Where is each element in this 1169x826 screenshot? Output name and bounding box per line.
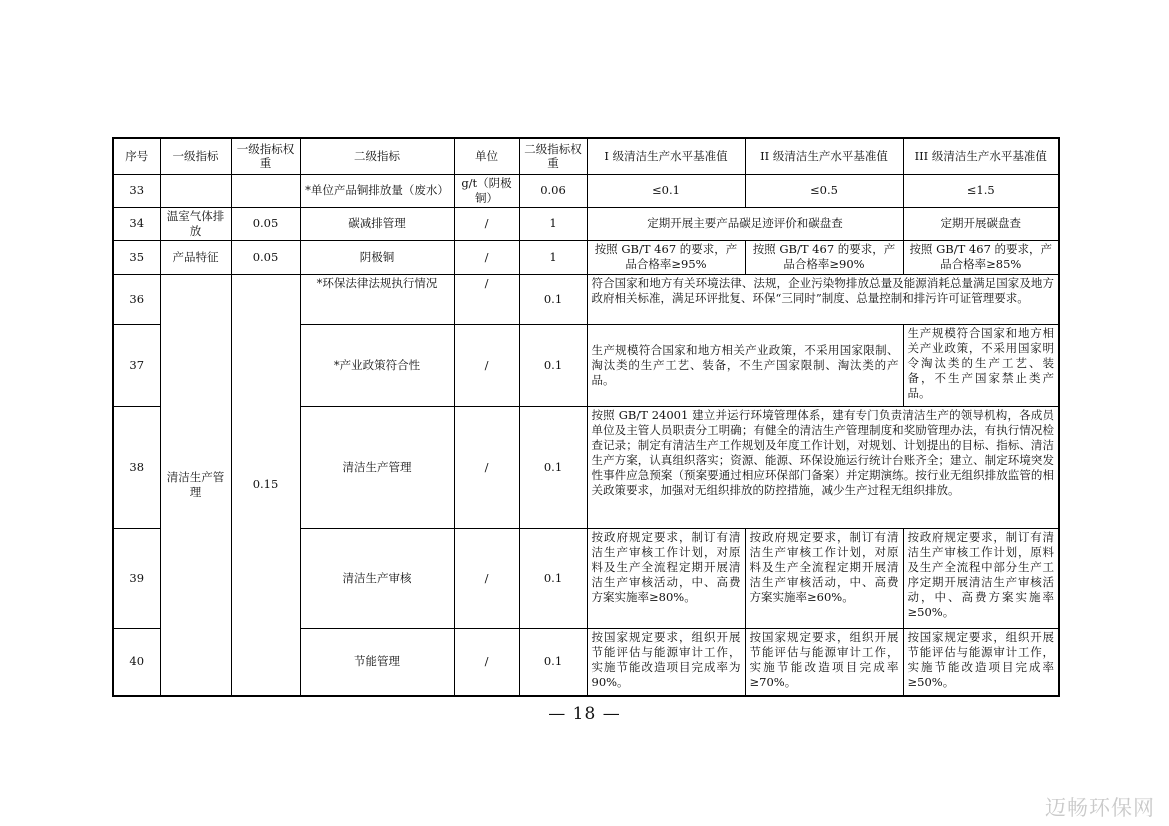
cell-level2: 节能管理 [300,628,454,696]
cell-weight: 0.1 [519,324,587,406]
header-unit: 单位 [454,138,519,174]
cell-grade1: 按照 GB/T 467 的要求，产品合格率≥95% [587,240,745,274]
cell-seq: 34 [113,207,160,240]
cell-unit: / [454,207,519,240]
cell-grade2: 按照 GB/T 467 的要求，产品合格率≥90% [745,240,903,274]
header-level2-weight: 二级指标权重 [519,138,587,174]
cell-level1-weight: 0.05 [231,207,300,240]
cell-grade1: 按国家规定要求，组织开展节能评估与能源审计工作，实施节能改造项目完成率为 90%。 [587,628,745,696]
cell-level1: 温室气体排放 [160,207,231,240]
cell-unit: / [454,406,519,528]
cell-grade2: 按国家规定要求，组织开展节能评估与能源审计工作，实施节能改造项目完成率≥70%。 [745,628,903,696]
cell-weight: 0.1 [519,528,587,628]
cell-weight: 0.1 [519,628,587,696]
cell-unit: / [454,528,519,628]
cell-grade2: 按政府规定要求，制订有清洁生产审核工作计划，对原料及生产全流程定期开展清洁生产审核活动，中、高费方案实施率≥60%。 [745,528,903,628]
cell-unit: / [454,628,519,696]
cell-grade123: 符合国家和地方有关环境法律、法规，企业污染物排放总量及能源消耗总量满足国家及地方政府相关标准，满足环评批复、环保“三同时”制度、总量控制和排污许可证管理要求。 [587,274,1059,324]
cell-unit: / [454,324,519,406]
table-row [113,207,1059,240]
cell-level2: *环保法律法规执行情况 [300,274,454,324]
cell-weight: 1 [519,207,587,240]
cell-seq: 35 [113,240,160,274]
cell-seq: 33 [113,174,160,207]
cell-grade2: ≤0.5 [745,174,903,207]
cell-grade12: 生产规模符合国家和地方相关产业政策，不采用国家限制、淘汰类的生产工艺、装备，不生产国家限制、淘汰类的产品。 [587,324,903,406]
cell-grade3: 定期开展碳盘查 [903,207,1059,240]
cell-seq: 39 [113,528,160,628]
cell-level2: 阴极铜 [300,240,454,274]
header-seq: 序号 [113,138,160,174]
cell-seq: 36 [113,274,160,324]
cell-grade1: ≤0.1 [587,174,745,207]
header-grade1: I 级清洁生产水平基准值 [587,138,745,174]
cell-level1-mgmt: 清洁生产管理 [160,274,231,696]
cell-level1-weight: 0.05 [231,240,300,274]
cell-weight: 0.1 [519,274,587,324]
cell-grade3: 按政府规定要求，制订有清洁生产审核工作计划，原料及生产全流程中部分生产工序定期开展清洁生产审核活动，中、高费方案实施率≥50%。 [903,528,1059,628]
page-number: — 18 — [548,704,621,724]
table-row [113,274,1059,324]
header-row [113,138,1059,174]
cell-level2: 清洁生产管理 [300,406,454,528]
cell-level1-weight-mgmt: 0.15 [231,274,300,696]
cell-level1-weight [231,174,300,207]
cell-grade12: 定期开展主要产品碳足迹评价和碳盘查 [587,207,903,240]
header-level1: 一级指标 [160,138,231,174]
cell-grade3: 按照 GB/T 467 的要求，产品合格率≥85% [903,240,1059,274]
cell-grade3: ≤1.5 [903,174,1059,207]
cell-seq: 40 [113,628,160,696]
cell-level1 [160,174,231,207]
cell-weight: 0.06 [519,174,587,207]
cell-level2: *产业政策符合性 [300,324,454,406]
cell-grade123: 按照 GB/T 24001 建立并运行环境管理体系，建有专门负责清洁生产的领导机构，各成员单位及主管人员职责分工明确；有健全的清洁生产管理制度和奖励管理办法，有执行情况检查记录；制定有清洁生产工作规划及年度工作计划，对规划、计划提出的目标、指标、清洁生产方案，认真组织落实；资源、能源、环保设施运行统计台账齐全；建立、制定环境突发性事件应急预案（预案要通过相应环保部门备案）并定期演练。按行业无组织排放监管的相关政策要求，加强对无组织排放的防控措施，减少生产过程无组织排放。 [587,406,1059,528]
header-grade3: III 级清洁生产水平基准值 [903,138,1059,174]
cell-level2: 碳减排管理 [300,207,454,240]
cell-level2: 清洁生产审核 [300,528,454,628]
cell-seq: 38 [113,406,160,528]
cell-weight: 1 [519,240,587,274]
cell-unit: / [454,274,519,324]
cell-grade3: 生产规模符合国家和地方相关产业政策，不采用国家明令淘汰类的生产工艺、装备，不生产国家禁止类产品。 [903,324,1059,406]
indicator-table [112,137,1060,697]
watermark: 迈畅环保网 [1045,796,1155,820]
cell-grade3: 按国家规定要求，组织开展节能评估与能源审计工作，实施节能改造项目完成率≥50%。 [903,628,1059,696]
header-grade2: II 级清洁生产水平基准值 [745,138,903,174]
table-row [113,174,1059,207]
cell-level2: *单位产品铜排放量（废水） [300,174,454,207]
cell-unit: / [454,240,519,274]
header-level1-weight: 一级指标权重 [231,138,300,174]
cell-weight: 0.1 [519,406,587,528]
header-level2: 二级指标 [300,138,454,174]
cell-seq: 37 [113,324,160,406]
cell-grade1: 按政府规定要求，制订有清洁生产审核工作计划，对原料及生产全流程定期开展清洁生产审核活动，中、高费方案实施率≥80%。 [587,528,745,628]
table-row [113,240,1059,274]
cell-unit: g/t（阴极铜） [454,174,519,207]
cell-level1: 产品特征 [160,240,231,274]
